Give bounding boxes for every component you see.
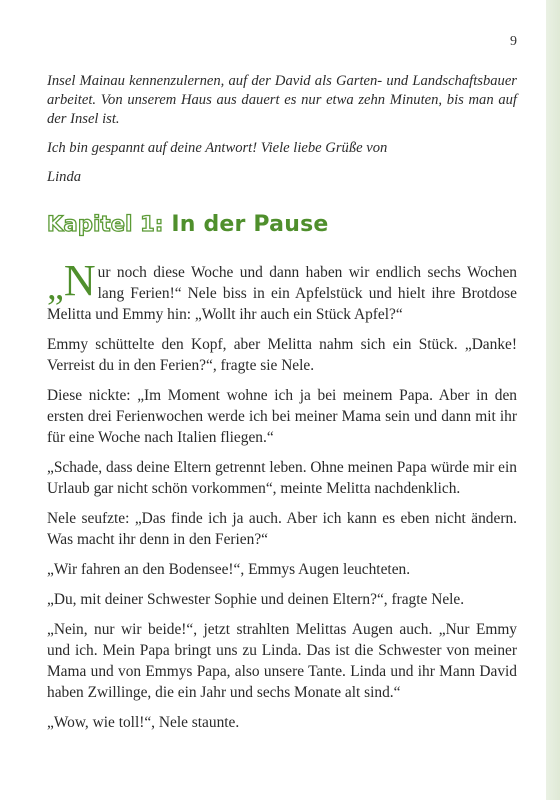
story-paragraph: „Du, mit deiner Schwester Sophie und deinen Eltern?“, fragte Nele. [47, 591, 465, 608]
page-number: 9 [510, 34, 517, 49]
chapter-title: In der Pause [171, 212, 329, 237]
drop-cap-letter: N [63, 256, 96, 305]
story-paragraph-text: ur noch diese Woche und dann haben wir endlich sechs Wochen lang Ferien!“ Nele biss in ein Apfelstück und hielt ihre Brotdose Melitta und Emmy hin: „Wollt ihr auch ein Stück Apfel?“ [47, 264, 517, 323]
story-text [47, 256, 517, 742]
story-paragraph: „Nein, nur wir beide!“, jetzt strahlten Melittas Augen auch. „Nur Emmy und ich. Mein Papa bringt uns zu Linda. Das ist die Schwester von meiner Mama und von Emmys Papa, also unsere Tante. Linda und ihr Mann David haben Zwillinge, die ein Jahr und sechs Monate alt sind.“ [47, 621, 517, 701]
story-paragraph: „Wow, wie toll!“, Nele staunte. [47, 714, 240, 731]
drop-quote-mark: „ [47, 266, 64, 308]
story-paragraph: Nele seufzte: „Das finde ich ja auch. Aber ich kann es eben nicht ändern. Was macht ihr denn in den Ferien?“ [47, 510, 517, 548]
story-paragraph: „Wir fahren an den Bodensee!“, Emmys Augen leuchteten. [47, 561, 411, 578]
chapter-number: Kapitel 1: [47, 212, 164, 236]
letter-signature: Linda [47, 169, 82, 185]
story-paragraph: Diese nickte: „Im Moment wohne ich ja bei meinem Papa. Aber in den ersten drei Ferienwochen werde ich bei meiner Mama sein und dann mit ihr für eine Woche nach Italien fliegen.“ [47, 387, 517, 446]
story-paragraph [47, 256, 517, 325]
letter-closing: Ich bin gespannt auf deine Antwort! Viele liebe Grüße von [47, 140, 388, 156]
chapter-heading [47, 212, 329, 246]
story-paragraph: „Schade, dass deine Eltern getrennt leben. Ohne meinen Papa würde mir ein Urlaub gar nicht schön vorkommen“, meinte Melitta nachdenklich. [47, 459, 517, 497]
story-paragraph: Emmy schüttelte den Kopf, aber Melitta nahm sich ein Stück. „Danke! Verreist du in den Ferien?“, fragte sie Nele. [47, 336, 517, 374]
letter-excerpt [47, 72, 517, 187]
page-edge-band [546, 0, 560, 800]
letter-paragraph: Insel Mainau kennenzulernen, auf der David als Garten- und Landschaftsbauer arbeitet. Von unserem Haus aus dauert es nur etwa zehn Minuten, bis man auf der Insel ist. [47, 73, 517, 127]
